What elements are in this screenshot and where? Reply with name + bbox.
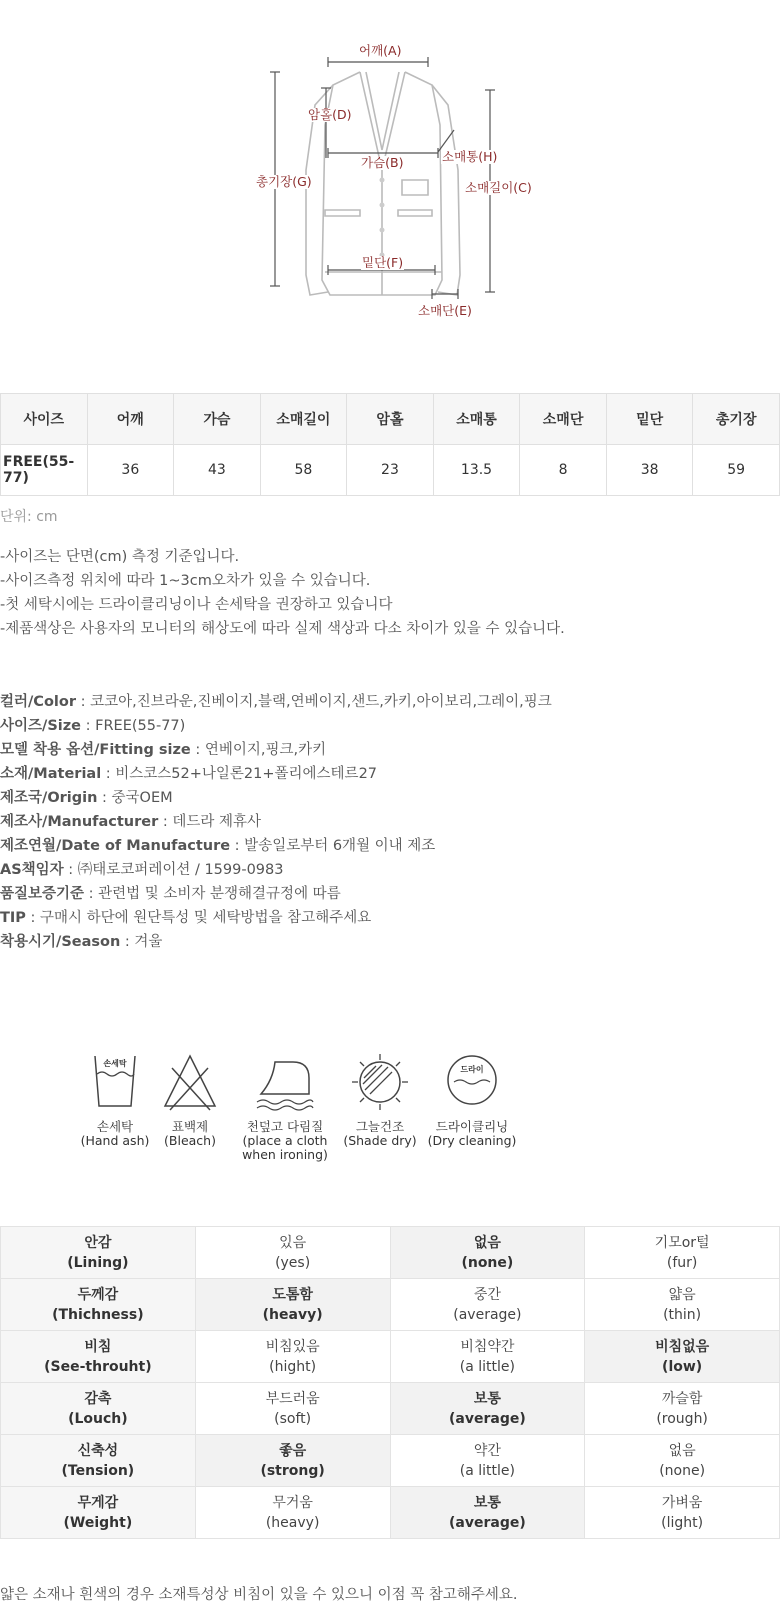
care-item-bleach	[145, 1050, 235, 1148]
shade-dry-icon	[348, 1050, 412, 1112]
value-cell: 36	[87, 445, 174, 496]
spec-label: 제조국/Origin	[0, 790, 98, 806]
option-label-en: (heavy)	[265, 1514, 320, 1531]
care-label: 그늘건조	[355, 1119, 405, 1134]
spec-value: : 관련법 및 소비자 분쟁해결규정에 따름	[84, 886, 341, 902]
care-item-shade-dry	[335, 1050, 425, 1148]
size-diagram	[210, 30, 570, 370]
header-cell: 가슴	[174, 394, 261, 445]
option-label: 무거움	[272, 1494, 313, 1511]
care-label-en: (Hand ash)	[80, 1133, 150, 1148]
fabric-option	[195, 1383, 390, 1435]
option-label: 비침없음	[655, 1338, 710, 1355]
spec-item	[0, 714, 552, 738]
label-total-length: 총기장(G)	[256, 174, 312, 189]
spec-value: : 발송일로부터 6개월 이내 제조	[230, 838, 436, 854]
option-label-en: (a little)	[459, 1358, 515, 1375]
care-instructions	[70, 1050, 550, 1170]
attribute-name-en: (See-throuht)	[44, 1358, 152, 1375]
care-label-en: (place a cloth	[242, 1133, 328, 1148]
fabric-option-selected	[585, 1331, 780, 1383]
option-label-en: (average)	[449, 1514, 526, 1531]
spec-item	[0, 930, 552, 954]
fabric-option	[195, 1331, 390, 1383]
size-table	[0, 393, 780, 496]
spec-value: : 중국OEM	[97, 790, 173, 806]
hand-wash-icon	[85, 1050, 145, 1112]
spec-value: : 구매시 하단에 원단특성 및 세탁방법을 참고해주세요	[25, 910, 372, 926]
note-item: -사이즈측정 위치에 따라 1~3cm오차가 있을 수 있습니다.	[0, 573, 371, 589]
label-chest: 가슴(B)	[361, 155, 404, 170]
spec-item	[0, 882, 552, 906]
spec-value: : 코코아,진브라운,진베이지,블랙,연베이지,샌드,카키,아이보리,그레이,핑크	[76, 694, 552, 710]
spec-item	[0, 834, 552, 858]
fabric-option	[195, 1487, 390, 1539]
fabric-option-selected	[195, 1279, 390, 1331]
spec-label: 모델 착용 옵션/Fitting size	[0, 742, 191, 758]
option-label: 약간	[473, 1442, 501, 1459]
spec-label: 사이즈/Size	[0, 718, 82, 734]
option-label-en: (rough)	[656, 1410, 708, 1427]
care-label: 드라이클리닝	[435, 1119, 509, 1134]
fabric-attribute	[1, 1331, 196, 1383]
option-label: 비침있음	[265, 1338, 320, 1355]
option-label-en: (low)	[662, 1358, 703, 1375]
option-label: 기모or털	[654, 1234, 710, 1251]
care-item-dry-clean	[427, 1050, 517, 1148]
care-caption	[427, 1120, 517, 1148]
label-cuff: 소매단(E)	[418, 303, 472, 318]
fabric-option	[585, 1383, 780, 1435]
spec-value: : 데드라 제휴사	[158, 814, 262, 830]
option-label: 보통	[473, 1494, 501, 1511]
option-label: 없음	[668, 1442, 696, 1459]
care-label-en: (Bleach)	[164, 1133, 216, 1148]
option-label-en: (none)	[461, 1254, 514, 1271]
fabric-option-selected	[390, 1227, 585, 1279]
spec-item	[0, 762, 552, 786]
attribute-name-en: (Lining)	[67, 1254, 129, 1271]
value-cell: 13.5	[433, 445, 520, 496]
fabric-row	[1, 1383, 780, 1435]
care-label-en: (Dry cleaning)	[427, 1133, 517, 1148]
value-cell: 38	[606, 445, 693, 496]
size-table-header	[1, 394, 780, 445]
header-cell: 암홀	[347, 394, 434, 445]
fabric-option	[585, 1279, 780, 1331]
attribute-name: 신축성	[77, 1442, 119, 1459]
fabric-option-selected	[195, 1435, 390, 1487]
spec-item	[0, 906, 552, 930]
care-label: 천덮고 다림질	[246, 1119, 324, 1134]
option-label: 있음	[279, 1234, 307, 1251]
option-label-en: (yes)	[275, 1254, 311, 1271]
label-sleeve-width: 소매통(H)	[442, 149, 498, 164]
option-label: 가벼움	[661, 1494, 703, 1511]
spec-value: : 연베이지,핑크,카키	[190, 742, 327, 758]
attribute-name: 비침	[84, 1338, 112, 1355]
attribute-name: 감촉	[84, 1390, 112, 1407]
spec-label: 품질보증기준	[0, 886, 85, 902]
header-cell: 소매단	[520, 394, 607, 445]
table-row	[1, 445, 780, 496]
no-bleach-icon	[160, 1050, 220, 1112]
option-label: 중간	[473, 1286, 501, 1303]
fabric-option	[195, 1227, 390, 1279]
option-label: 얇음	[668, 1286, 696, 1303]
fabric-attribute	[1, 1279, 196, 1331]
header-cell: 밑단	[606, 394, 693, 445]
spec-item	[0, 810, 552, 834]
attribute-name: 두께감	[77, 1286, 119, 1303]
option-label-en: (hight)	[269, 1358, 317, 1375]
option-label-en: (thin)	[663, 1306, 702, 1323]
hand-wash-icon-text: 손세탁	[103, 1059, 127, 1068]
header-cell: 소매길이	[260, 394, 347, 445]
fabric-attribute	[1, 1487, 196, 1539]
fabric-attribute	[1, 1383, 196, 1435]
option-label-en: (soft)	[274, 1410, 312, 1427]
value-cell: 59	[693, 445, 780, 496]
option-label-en: (fur)	[666, 1254, 698, 1271]
spec-label: 제조사/Manufacturer	[0, 814, 159, 830]
spec-label: 제조연월/Date of Manufacture	[0, 838, 231, 854]
care-caption	[145, 1120, 235, 1148]
iron-with-cloth-icon	[253, 1050, 317, 1112]
attribute-name: 안감	[84, 1234, 112, 1251]
footnote: 얇은 소재나 흰색의 경우 소재특성상 비침이 있을 수 있으니 이점 꼭 참고해주세요.	[0, 1587, 518, 1603]
option-label-en: (average)	[449, 1410, 526, 1427]
spec-label: TIP	[0, 910, 26, 926]
fabric-attribute	[1, 1227, 196, 1279]
attribute-name: 무게감	[77, 1494, 119, 1511]
fabric-attribute	[1, 1435, 196, 1487]
care-caption	[240, 1120, 330, 1162]
product-specs	[0, 690, 552, 954]
attribute-name-en: (Tension)	[61, 1462, 135, 1479]
spec-item	[0, 738, 552, 762]
spec-label: AS책임자	[0, 862, 64, 878]
spec-item	[0, 858, 552, 882]
spec-value: : ㈜태로코퍼레이션 / 1599-0983	[63, 862, 284, 878]
option-label: 부드러움	[265, 1390, 320, 1407]
attribute-name-en: (Louch)	[68, 1410, 128, 1427]
note-item: -첫 세탁시에는 드라이클리닝이나 손세탁을 권장하고 있습니다	[0, 597, 393, 613]
care-label: 표백제	[171, 1119, 209, 1134]
value-cell: 8	[520, 445, 607, 496]
fabric-row	[1, 1279, 780, 1331]
fabric-option-selected	[390, 1383, 585, 1435]
care-label-en: when ironing)	[242, 1147, 328, 1162]
value-cell: 43	[174, 445, 261, 496]
fabric-row	[1, 1331, 780, 1383]
size-cell: FREE(55-77)	[1, 445, 88, 496]
header-cell: 총기장	[693, 394, 780, 445]
fabric-option	[390, 1435, 585, 1487]
label-armhole: 암홀(D)	[308, 107, 352, 122]
option-label: 까슬함	[661, 1390, 703, 1407]
size-notes	[0, 545, 565, 641]
care-caption	[335, 1120, 425, 1148]
option-label-en: (a little)	[459, 1462, 515, 1479]
fabric-option	[585, 1227, 780, 1279]
care-item-iron	[240, 1050, 330, 1162]
cardigan-illustration	[210, 30, 570, 370]
spec-label: 착용시기/Season	[0, 934, 121, 950]
option-label-en: (light)	[661, 1514, 704, 1531]
fabric-option-selected	[390, 1487, 585, 1539]
spec-item	[0, 786, 552, 810]
option-label-en: (average)	[453, 1306, 522, 1323]
spec-label: 소재/Material	[0, 766, 102, 782]
option-label: 비침약간	[460, 1338, 515, 1355]
dry-clean-icon-text: 드라이	[460, 1065, 484, 1074]
spec-value: : FREE(55-77)	[81, 718, 186, 734]
option-label: 없음	[473, 1234, 501, 1251]
attribute-name-en: (Weight)	[63, 1514, 133, 1531]
attribute-name-en: (Thichness)	[52, 1306, 144, 1323]
fabric-option	[585, 1435, 780, 1487]
note-item: -사이즈는 단면(cm) 측정 기준입니다.	[0, 549, 240, 565]
label-hem: 밑단(F)	[362, 255, 404, 270]
dry-clean-icon	[442, 1050, 502, 1112]
fabric-option	[390, 1331, 585, 1383]
header-cell: 소매통	[433, 394, 520, 445]
fabric-option	[585, 1487, 780, 1539]
spec-value: : 비스코스52+나일론21+폴리에스테르27	[101, 766, 378, 782]
unit-text: 단위: cm	[0, 509, 58, 525]
option-label: 좋음	[279, 1442, 307, 1459]
header-cell: 사이즈	[1, 394, 88, 445]
value-cell: 23	[347, 445, 434, 496]
spec-item	[0, 690, 552, 714]
fabric-row	[1, 1435, 780, 1487]
option-label: 도톰함	[272, 1286, 313, 1303]
fabric-row	[1, 1227, 780, 1279]
spec-label: 컬러/Color	[0, 694, 76, 710]
option-label-en: (heavy)	[262, 1306, 323, 1323]
header-cell: 어깨	[87, 394, 174, 445]
care-label: 손세탁	[96, 1119, 134, 1134]
option-label: 보통	[473, 1390, 501, 1407]
option-label-en: (none)	[659, 1462, 706, 1479]
fabric-characteristics-table	[0, 1226, 780, 1539]
fabric-option	[390, 1279, 585, 1331]
option-label-en: (strong)	[260, 1462, 325, 1479]
note-item: -제품색상은 사용자의 모니터의 해상도에 따라 실제 색상과 다소 차이가 있을 수 있습니다.	[0, 621, 565, 637]
spec-value: : 겨울	[120, 934, 163, 950]
care-label-en: (Shade dry)	[343, 1133, 417, 1148]
value-cell: 58	[260, 445, 347, 496]
label-sleeve-length: 소매길이(C)	[465, 180, 532, 195]
label-shoulder: 어깨(A)	[359, 43, 402, 58]
fabric-row	[1, 1487, 780, 1539]
